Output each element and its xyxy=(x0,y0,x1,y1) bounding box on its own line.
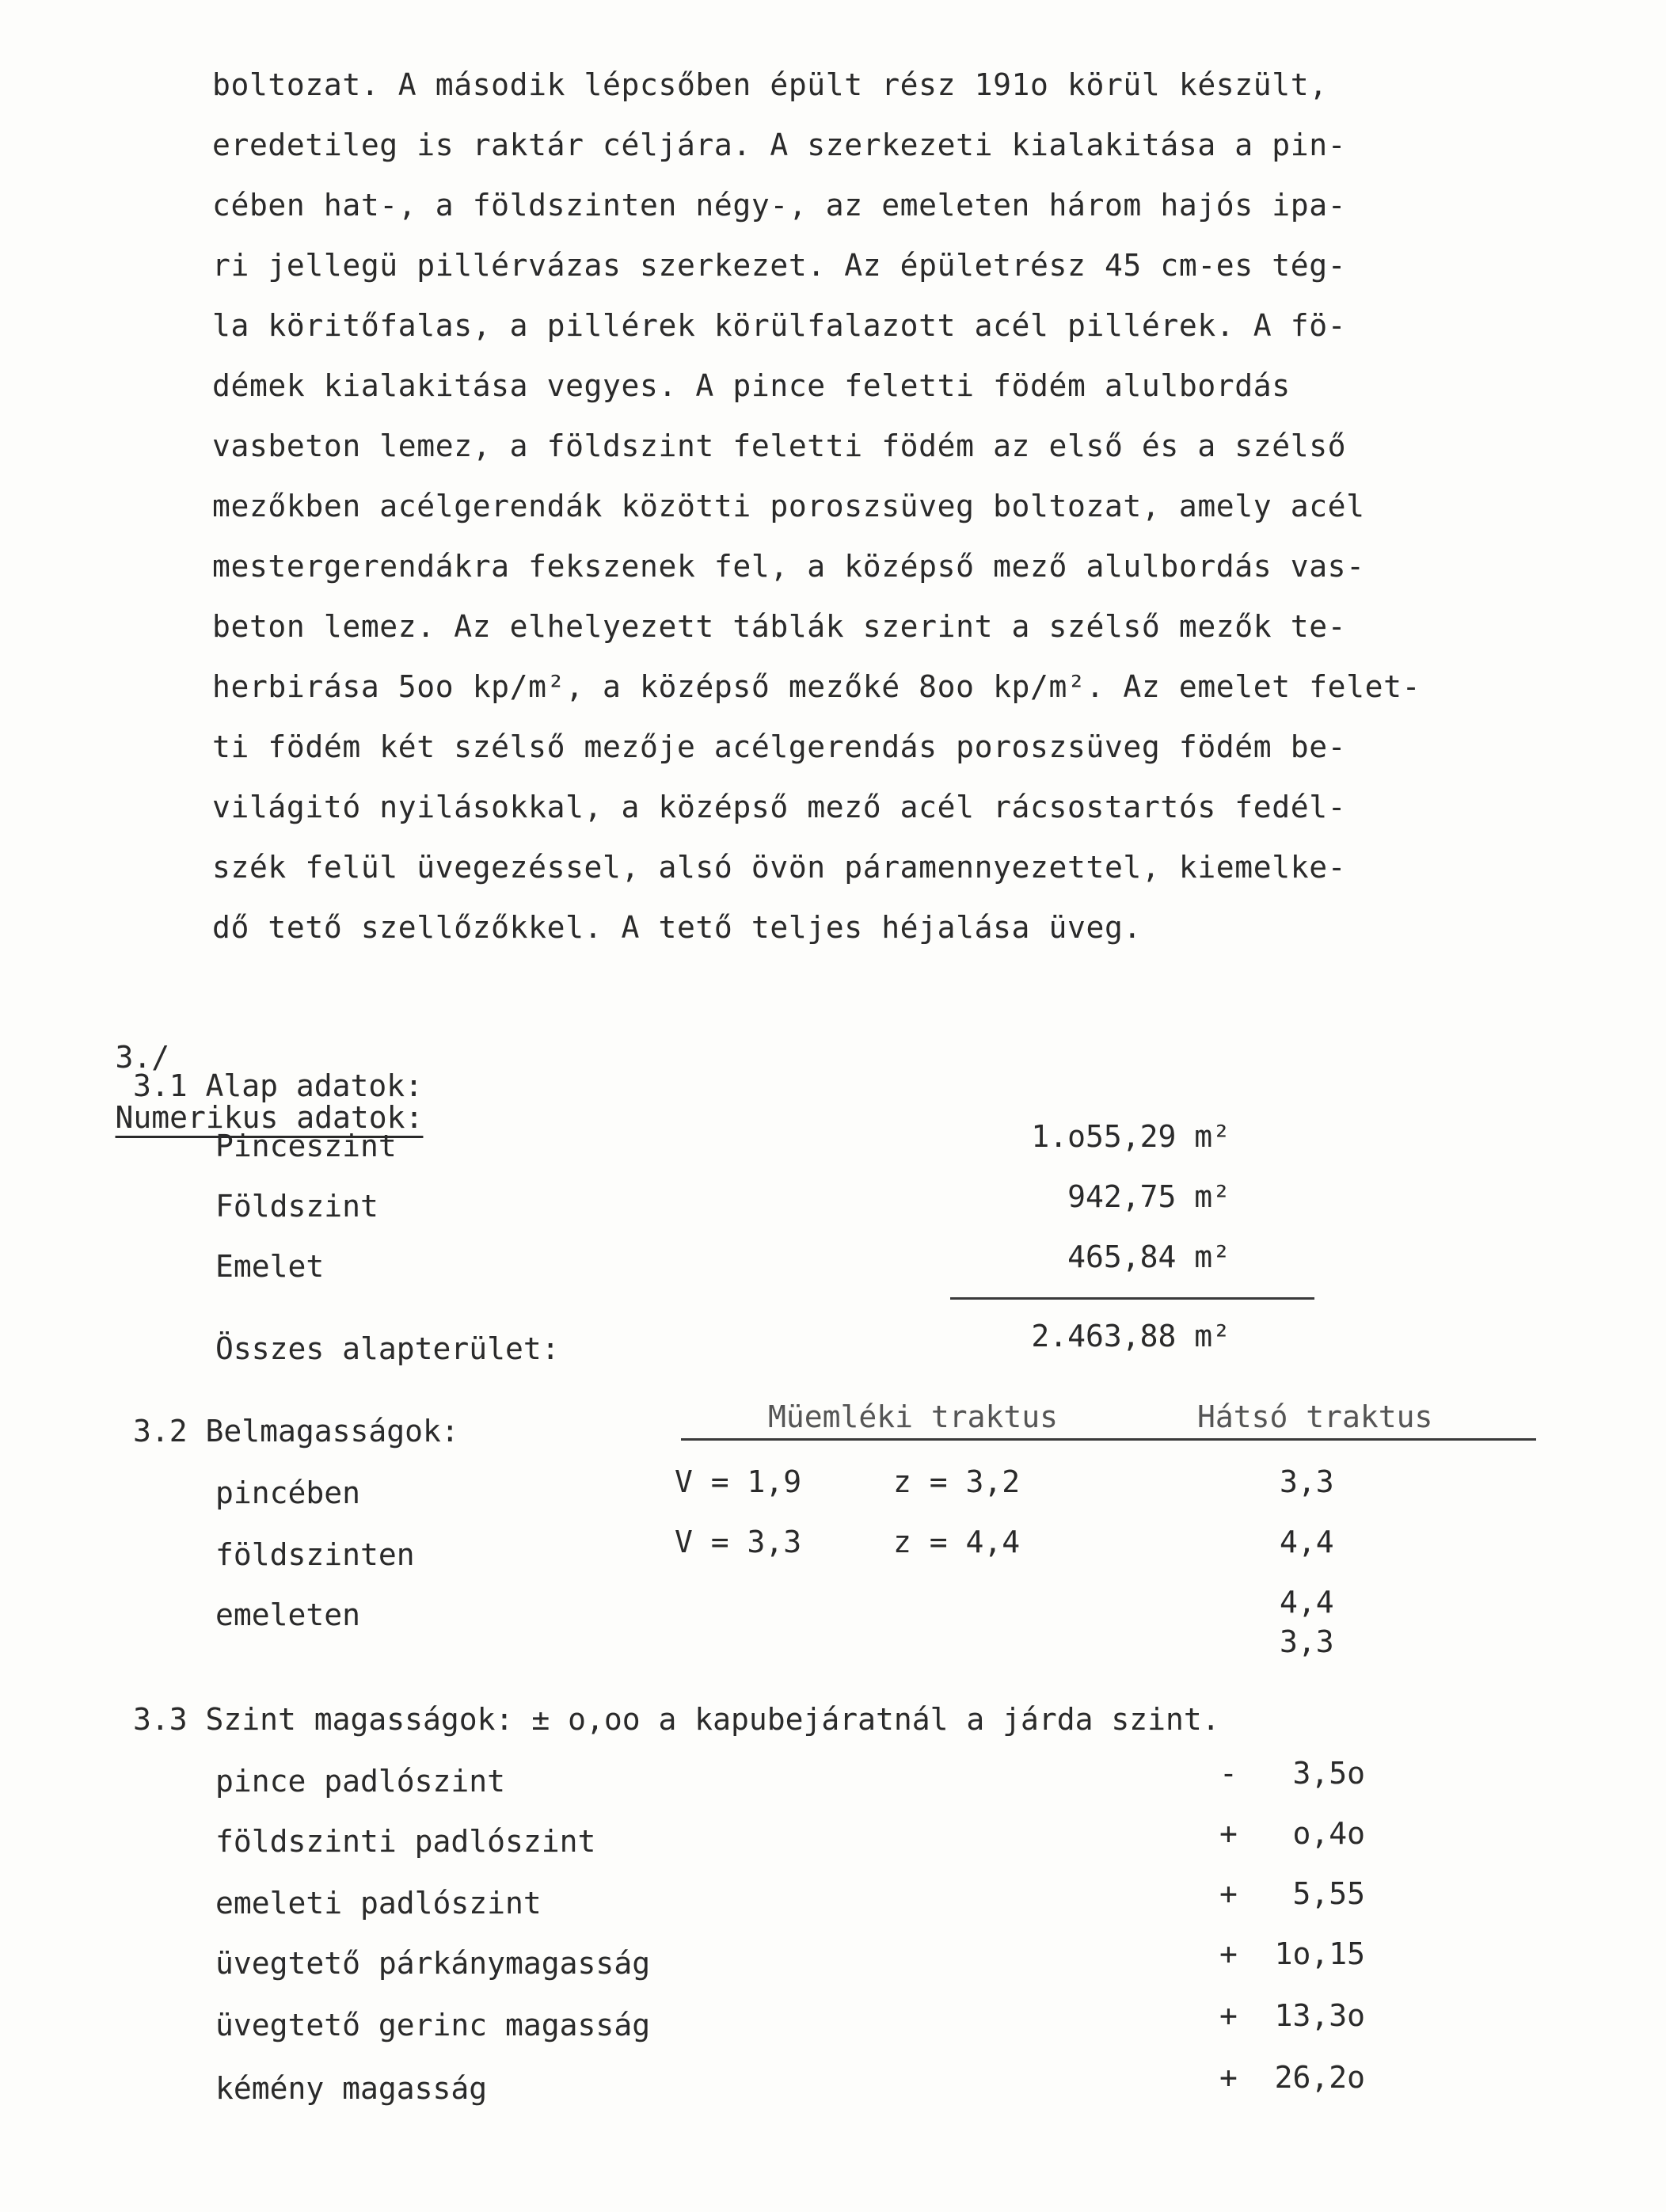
table-header-rule xyxy=(681,1438,1536,1441)
szint-sign: + xyxy=(1219,1816,1238,1851)
szint-sign: + xyxy=(1219,2060,1238,2095)
szint-value: o,4o xyxy=(1292,1816,1365,1851)
szint-value: 13,3o xyxy=(1274,1998,1365,2033)
alap-label: Emelet xyxy=(215,1249,325,1284)
szint-label: földszinti padlószint xyxy=(215,1824,596,1859)
alap-label: Földszint xyxy=(215,1189,378,1224)
belmag-label: földszinten xyxy=(215,1537,415,1572)
belmag-hatso: 4,4 xyxy=(1280,1525,1334,1559)
belmag-hatso-extra: 3,3 xyxy=(1280,1624,1334,1659)
paragraph-line: boltozat. A második lépcsőben épült rész 191o körül készült, xyxy=(212,67,1328,102)
paragraph-line: dő tető szellőzőkkel. A tető teljes héjalása üveg. xyxy=(212,910,1142,945)
paragraph-line: mestergerendákra fekszenek fel, a középső mező alulbordás vas- xyxy=(212,549,1365,584)
section-title: Numerikus adatok: xyxy=(115,1100,424,1135)
paragraph-line: démek kialakitása vegyes. A pince feletti födém alulbordás xyxy=(212,368,1291,403)
section-number: 3./ xyxy=(115,1040,170,1075)
paragraph-line: eredetileg is raktár céljára. A szerkezeti kialakitása a pin- xyxy=(212,128,1347,162)
alap-value: 465,84 m² xyxy=(1067,1239,1230,1274)
szint-label: üvegtető gerinc magasság xyxy=(215,2008,651,2043)
szint-value: 3,5o xyxy=(1292,1756,1365,1791)
szint-sign: + xyxy=(1219,1876,1238,1911)
paragraph-line: la köritőfalas, a pillérek körülfalazott acél pillérek. A fö- xyxy=(212,308,1347,343)
szint-sign: - xyxy=(1219,1756,1238,1791)
paragraph-line: vasbeton lemez, a földszint feletti födém az első és a szélső xyxy=(212,428,1347,463)
szint-value: 5,55 xyxy=(1292,1876,1365,1911)
szint-sign: + xyxy=(1219,1998,1238,2033)
belmag-hatso: 4,4 xyxy=(1280,1585,1334,1620)
szint-value: 26,2o xyxy=(1274,2060,1365,2095)
szint-label: kémény magasság xyxy=(215,2071,488,2106)
belmag-z: z = 4,4 xyxy=(893,1525,1021,1559)
belmag-z: z = 3,2 xyxy=(893,1464,1021,1499)
belmagassag-heading: 3.2 Belmagasságok: xyxy=(133,1414,459,1449)
paragraph-line: világitó nyilásokkal, a középső mező acél rácsostartós fedél- xyxy=(212,790,1347,824)
paragraph-line: ti födém két szélső mezője acélgerendás poroszsüveg födém be- xyxy=(212,729,1347,764)
paragraph-line: mezőkben acélgerendák közötti poroszsüveg boltozat, amely acél xyxy=(212,489,1365,523)
alap-total-label: Összes alapterület: xyxy=(215,1331,560,1366)
alap-heading: 3.1 Alap adatok: xyxy=(133,1068,424,1103)
szint-heading: 3.3 Szint magasságok: ± o,oo a kapubejáratnál a járda szint. xyxy=(133,1702,1220,1737)
szint-label: üvegtető párkánymagasság xyxy=(215,1946,651,1981)
belmag-label: emeleten xyxy=(215,1597,361,1632)
belmag-hatso: 3,3 xyxy=(1280,1464,1334,1499)
col-head-mueml: Müemléki traktus xyxy=(768,1399,1059,1434)
paragraph-line: ri jellegü pillérvázas szerkezet. Az épületrész 45 cm-es tég- xyxy=(212,248,1347,283)
belmag-v: V = 3,3 xyxy=(675,1525,802,1559)
paragraph-line: szék felül üvegezéssel, alsó övön páramennyezettel, kiemelke- xyxy=(212,850,1347,885)
paragraph-line: beton lemez. Az elhelyezett táblák szerint a szélső mezők te- xyxy=(212,609,1347,644)
szint-sign: + xyxy=(1219,1936,1238,1971)
szint-value: 1o,15 xyxy=(1274,1936,1365,1971)
alap-label: Pinceszint xyxy=(215,1129,397,1163)
paragraph-line: herbirása 5oo kp/m², a középső mezőké 8oo kp/m². Az emelet felet- xyxy=(212,669,1421,704)
belmag-v: V = 1,9 xyxy=(675,1464,802,1499)
belmag-label: pincében xyxy=(215,1475,361,1510)
sum-rule xyxy=(950,1297,1314,1300)
szint-label: pince padlószint xyxy=(215,1764,506,1799)
paragraph-line: cében hat-, a földszinten négy-, az emeleten három hajós ipa- xyxy=(212,188,1347,223)
alap-value: 1.o55,29 m² xyxy=(1031,1119,1230,1154)
szint-label: emeleti padlószint xyxy=(215,1886,542,1921)
alap-value: 942,75 m² xyxy=(1067,1179,1230,1214)
alap-total-value: 2.463,88 m² xyxy=(1031,1319,1230,1353)
col-head-hatso: Hátsó traktus xyxy=(1197,1399,1433,1434)
